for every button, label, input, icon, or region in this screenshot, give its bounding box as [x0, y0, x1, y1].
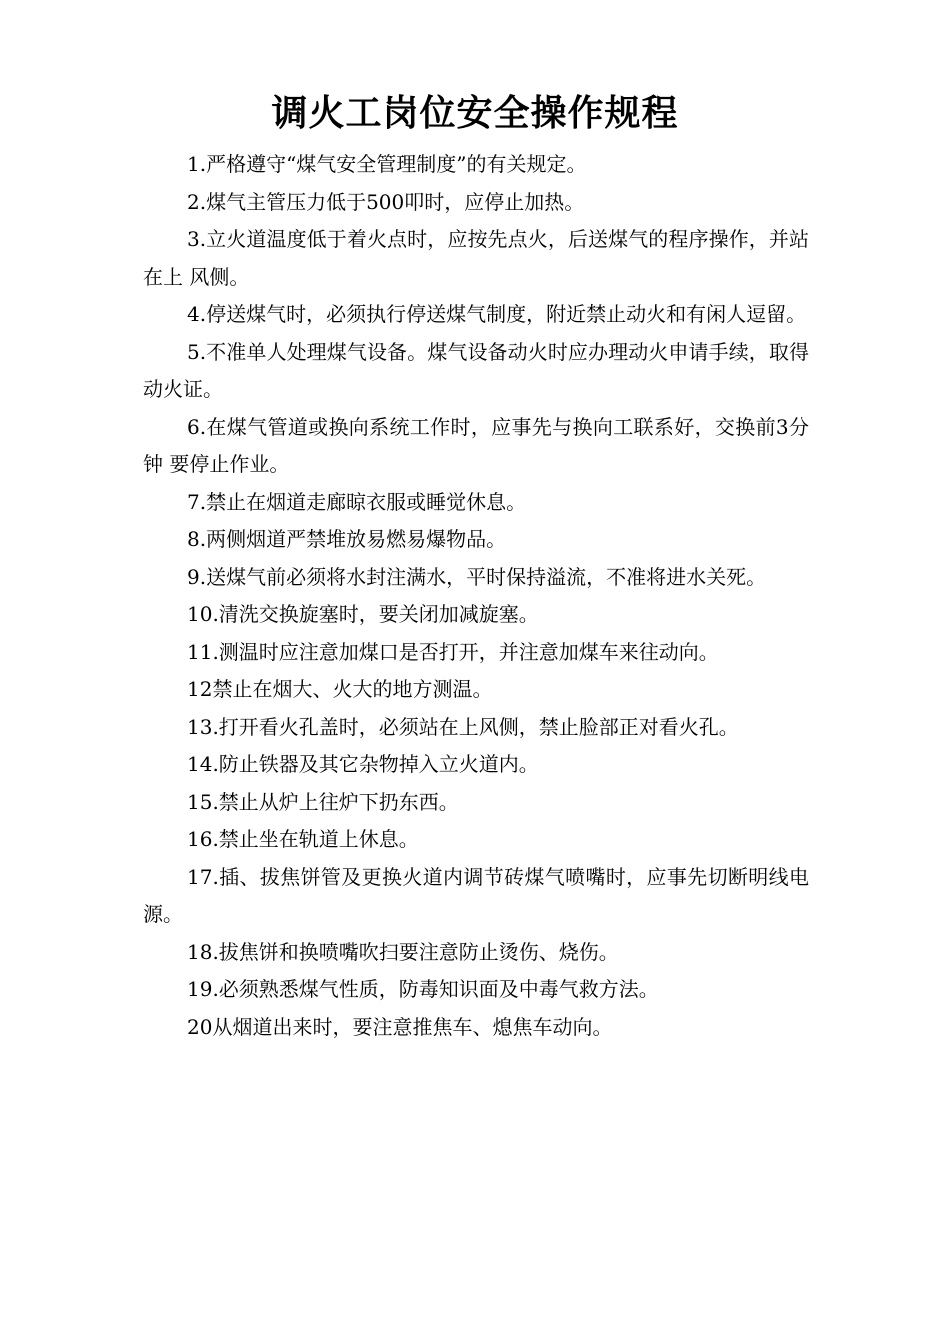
rule-item-18: 18.拔焦饼和换喷嘴吹扫要注意防止烫伤、烧伤。: [187, 939, 619, 964]
rule-item-6: 6.在煤气管道或换向系统工作时，应事先与换向工联系好，交换前3分钟 要停止作业。: [143, 414, 809, 476]
rule-item-13: 13.打开看火孔盖时，必须站在上风侧，禁止脸部正对看火孔。: [187, 714, 739, 739]
rule-item-7: 7.禁止在烟道走廊晾衣服或睡觉休息。: [187, 489, 527, 514]
rule-item-3: 3.立火道温度低于着火点时，应按先点火，后送煤气的程序操作，并站在上 风侧。: [143, 227, 809, 289]
rule-item-10: 10.清洗交换旋塞时，要关闭加减旋塞。: [187, 602, 539, 626]
rule-item-15: 15.禁止从炉上往炉下扔东西。: [187, 789, 459, 814]
rule-item-14: 14.防止铁器及其它杂物掉入立火道内。: [187, 752, 539, 776]
rule-item-2: 2.煤气主管压力低于500叩时，应停止加热。: [187, 189, 585, 214]
rule-item-19: 19.必须熟悉煤气性质，防毒知识面及中毒气救方法。: [187, 977, 659, 1001]
rule-item-17: 17.插、拔焦饼管及更换火道内调节砖煤气喷嘴时，应事先切断明线电源。: [143, 864, 809, 926]
rule-item-16: 16.禁止坐在轨道上休息。: [187, 827, 419, 851]
rule-item-12: 12禁止在烟大、火大的地方测温。: [187, 677, 493, 701]
rule-item-8: 8.两侧烟道严禁堆放易燃易爆物品。: [187, 527, 507, 551]
rule-item-9: 9.送煤气前必须将水封注满水，平时保持溢流，不准将进水关死。: [187, 564, 767, 589]
page-title: 调火工岗位安全操作规程: [271, 92, 679, 134]
rules-list: [143, 146, 809, 1046]
rule-item-1: 1.严格遵守“煤气安全管理制度”的有关规定。: [187, 152, 587, 176]
rule-item-4: 4.停送煤气时，必须执行停送煤气制度，附近禁止动火和有闲人逗留。: [187, 302, 807, 326]
rule-item-5: 5.不准单人处理煤气设备。煤气设备动火时应办理动火申请手续，取得动火证。: [143, 339, 809, 401]
rule-item-20: 20从烟道出来时，要注意推焦车、熄焦车动向。: [187, 1014, 613, 1039]
rule-item-11: 11.测温时应注意加煤口是否打开，并注意加煤车来往动向。: [187, 639, 719, 664]
